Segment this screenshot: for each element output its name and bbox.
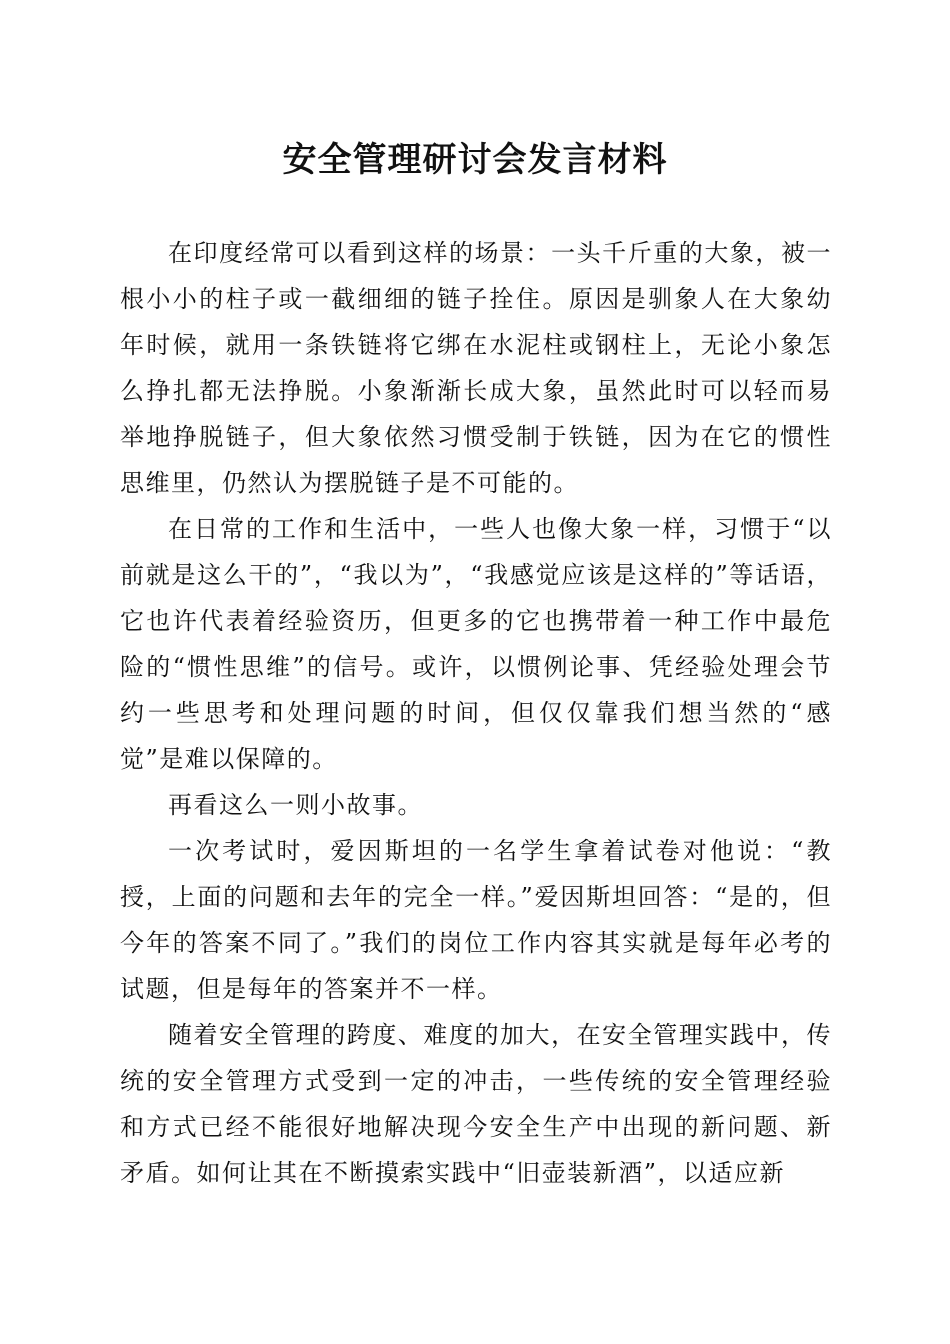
paragraph-another-story: 再看这么一则小故事。 <box>168 791 423 819</box>
paragraph-safety-management: 随着安全管理的跨度、难度的加大，在安全管理实践中，传统的安全管理方式受到一定的冲击，一些传统的安全管理经验和方式已经不能很好地解决现今安全生产中出现的新问题、新矛盾。如何让其在不断摸索实践中“旧壶装新酒”，以适应新 <box>120 1021 832 1187</box>
document-body <box>120 230 832 1196</box>
document-title: 安全管理研讨会发言材料 <box>282 140 668 180</box>
paragraph-einstein-exam: 一次考试时，爱因斯坦的一名学生拿着试卷对他说：“教授，上面的问题和去年的完全一样。”爱因斯坦回答：“是的，但今年的答案不同了。”我们的岗位工作内容其实就是每年必考的试题，但是每年的答案并不一样。 <box>120 837 832 1003</box>
paragraph-elephant-story: 在印度经常可以看到这样的场景：一头千斤重的大象，被一根小小的柱子或一截细细的链子拴住。原因是驯象人在大象幼年时候，就用一条铁链将它绑在水泥柱或钢柱上，无论小象怎么挣扎都无法挣脱。小象渐渐长成大象，虽然此时可以轻而易举地挣脱链子，但大象依然习惯受制于铁链，因为在它的惯性思维里，仍然认为摆脱链子是不可能的。 <box>120 239 832 497</box>
paragraph-inertial-thinking: 在日常的工作和生活中，一些人也像大象一样，习惯于“以前就是这么干的”，“我以为”，“我感觉应该是这样的”等话语，它也许代表着经验资历，但更多的它也携带着一种工作中最危险的“惯性思维”的信号。或许，以惯例论事、凭经验处理会节约一些思考和处理问题的时间，但仅仅靠我们想当然的“感觉”是难以保障的。 <box>120 515 832 773</box>
